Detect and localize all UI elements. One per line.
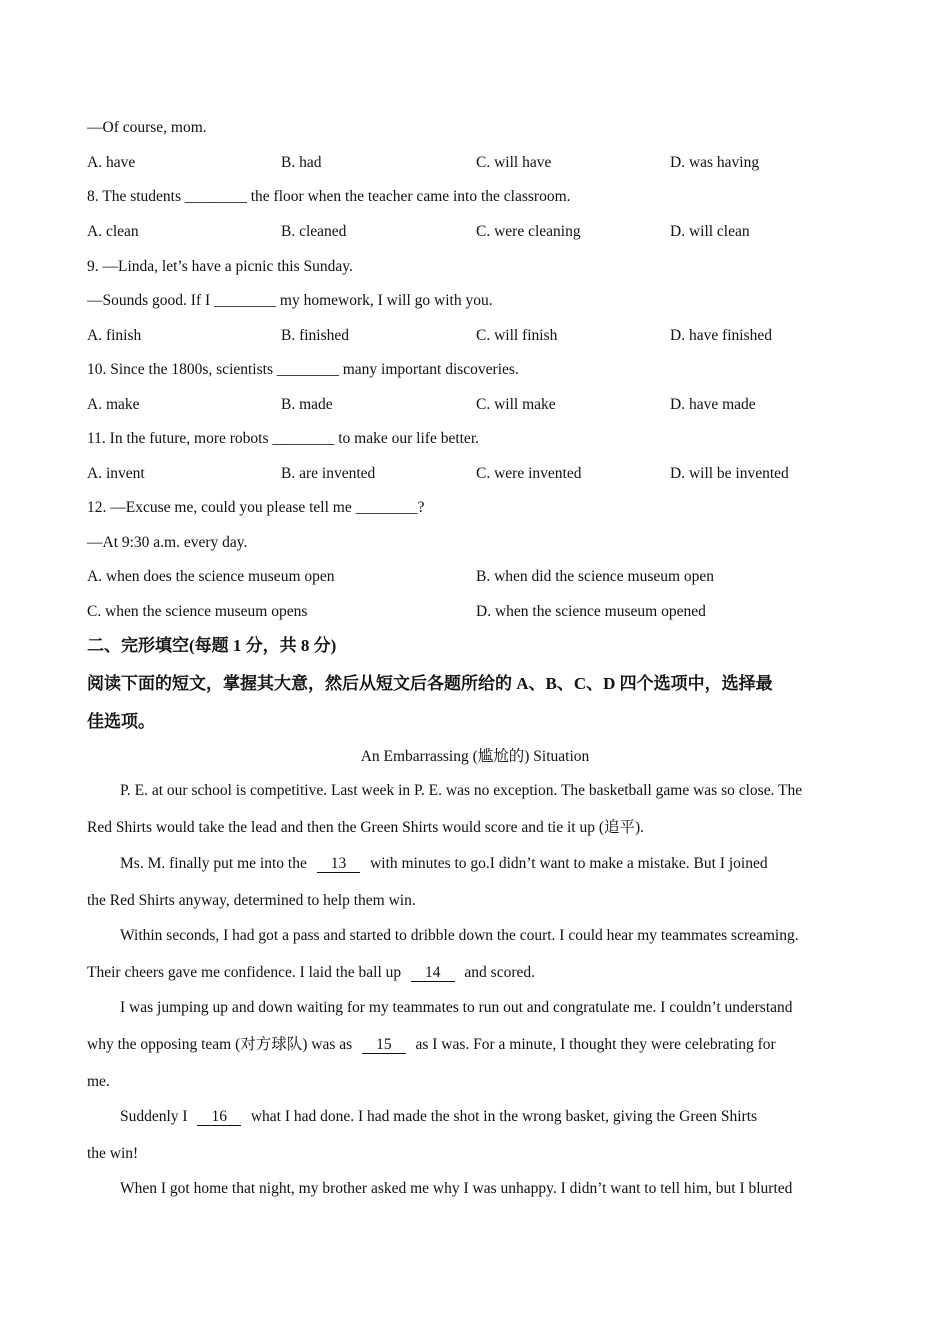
q9-option-b: B. finished (281, 327, 350, 344)
q11-option-b: B. are invented (281, 465, 376, 482)
passage-line: When I got home that night, my brother asked me why I was unhappy. I didn’t want to tell him, but I blurted (120, 1180, 793, 1197)
passage-text: Their cheers gave me confidence. I laid the ball up (87, 964, 402, 981)
q9-option-d: D. have finished (670, 327, 773, 344)
q9-reply: —Sounds good. If I ________ my homework, I will go with you. (87, 292, 493, 309)
q7-option-c: C. will have (476, 154, 552, 171)
q10-option-b: B. made (281, 396, 333, 413)
blank-15[interactable]: 15 (362, 1036, 406, 1054)
passage-line: Red Shirts would take the lead and then the Green Shirts would score and tie it up (追平). (87, 819, 645, 836)
passage-line: I was jumping up and down waiting for my teammates to run out and congratulate me. I couldn’t understand (120, 999, 793, 1016)
q12-stem: 12. —Excuse me, could you please tell me ________? (87, 499, 425, 516)
blank-14[interactable]: 14 (411, 964, 455, 982)
section-heading: 二、完形填空(每题 1 分，共 8 分) (87, 636, 337, 655)
q12-option-a: A. when does the science museum open (87, 568, 335, 585)
q10-stem: 10. Since the 1800s, scientists ________ many important discoveries. (87, 361, 519, 378)
q8-option-d: D. will clean (670, 223, 750, 240)
q7-option-b: B. had (281, 154, 322, 171)
passage-text: as I was. For a minute, I thought they were celebrating for (415, 1036, 776, 1053)
q8-option-a: A. clean (87, 223, 139, 240)
q7-option-d: D. was having (670, 154, 760, 171)
q7-reply: —Of course, mom. (87, 119, 207, 136)
q9-option-c: C. will finish (476, 327, 558, 344)
section-instruction: 阅读下面的短文，掌握其大意，然后从短文后各题所给的 A、B、C、D 四个选项中，选择最 (87, 674, 773, 693)
passage-text: why the opposing team (对方球队) was as (87, 1036, 353, 1053)
passage-title: An Embarrassing (尴尬的) Situation (360, 748, 590, 765)
q8-stem: 8. The students ________ the floor when the teacher came into the classroom. (87, 188, 571, 205)
passage-text: Ms. M. finally put me into the (120, 855, 307, 872)
passage-line: P. E. at our school is competitive. Last week in P. E. was no exception. The basketball game was so close. The (120, 782, 803, 799)
blank-16[interactable]: 16 (197, 1108, 241, 1126)
q10-option-c: C. will make (476, 396, 556, 413)
q10-option-a: A. make (87, 396, 140, 413)
q11-option-c: C. were invented (476, 465, 582, 482)
q8-option-b: B. cleaned (281, 223, 347, 240)
passage-line: the Red Shirts anyway, determined to help them win. (87, 892, 416, 909)
q11-option-d: D. will be invented (670, 465, 789, 482)
passage-line: the win! (87, 1145, 139, 1162)
passage-line (87, 1035, 867, 1055)
passage-text: with minutes to go.I didn’t want to make a mistake. But I joined (370, 855, 768, 872)
passage-line (87, 963, 867, 983)
passage-line (87, 854, 900, 874)
q12-option-b: B. when did the science museum open (476, 568, 715, 585)
q12-option-d: D. when the science museum opened (476, 603, 706, 620)
q12-option-c: C. when the science museum opens (87, 603, 308, 620)
passage-text: what I had done. I had made the shot in the wrong basket, giving the Green Shirts (250, 1108, 758, 1125)
passage-line (87, 1107, 900, 1127)
passage-line: me. (87, 1073, 110, 1090)
q7-option-a: A. have (87, 154, 136, 171)
q11-option-a: A. invent (87, 465, 145, 482)
passage-text: Suddenly I (120, 1108, 188, 1125)
passage-line: Within seconds, I had got a pass and started to dribble down the court. I could hear my teammates screaming. (120, 927, 799, 944)
q9-stem: 9. —Linda, let’s have a picnic this Sunday. (87, 258, 353, 275)
q10-option-d: D. have made (670, 396, 756, 413)
q11-stem: 11. In the future, more robots ________ to make our life better. (87, 430, 479, 447)
blank-13[interactable]: 13 (317, 855, 361, 873)
q12-reply: —At 9:30 a.m. every day. (87, 534, 248, 551)
q9-option-a: A. finish (87, 327, 142, 344)
q8-option-c: C. were cleaning (476, 223, 581, 240)
passage-text: and scored. (464, 964, 536, 981)
section-instruction-cont: 佳选项。 (87, 712, 155, 731)
